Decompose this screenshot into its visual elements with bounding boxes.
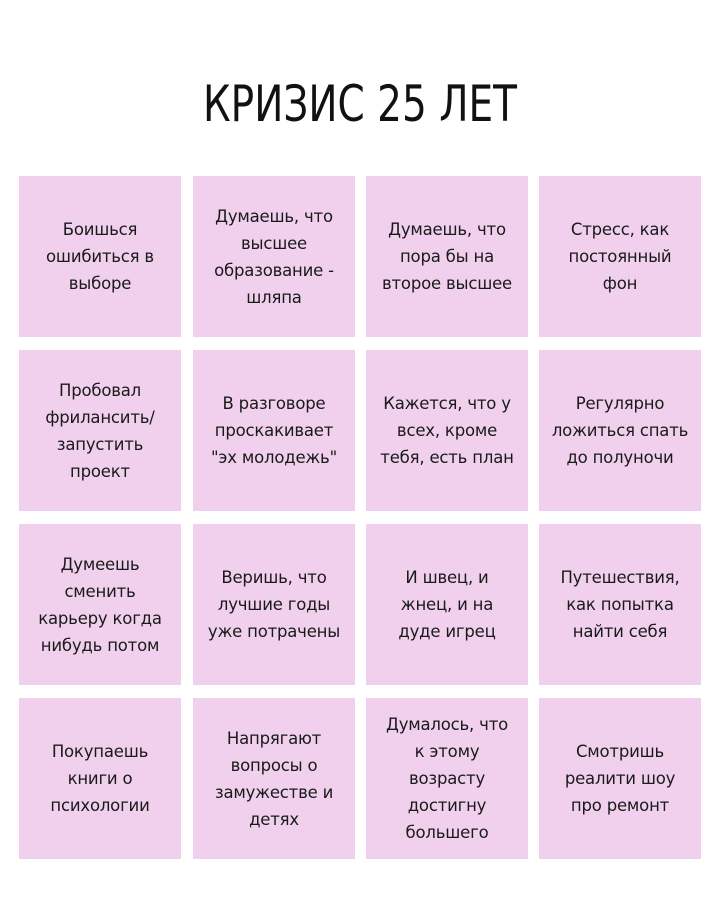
bingo-cell-text: Веришь, что лучшие годы уже потрачены [207, 568, 341, 641]
page-title: КРИЗИС 25 ЛЕТ [202, 75, 517, 133]
bingo-cell [539, 524, 701, 685]
bingo-cell-text: Покупаешь книги о психологии [50, 742, 150, 815]
bingo-cell [366, 524, 528, 685]
bingo-cell [19, 176, 181, 337]
bingo-cell-text: Думалось, что к этому возрасту достигну большего [386, 715, 508, 842]
bingo-cell-text: Боишься ошибиться в выборе [46, 220, 154, 293]
bingo-cell [193, 524, 355, 685]
bingo-cell-text: Путешествия, как попытка найти себя [560, 568, 680, 641]
bingo-cell-text: Стресс, как постоянный фон [568, 220, 672, 293]
bingo-cell [193, 176, 355, 337]
bingo-cell [19, 524, 181, 685]
bingo-grid [19, 176, 701, 860]
bingo-cell-text: В разговоре проскакивает "эх молодежь" [211, 394, 337, 467]
bingo-cell [539, 698, 701, 859]
bingo-cell [193, 350, 355, 511]
bingo-cell [19, 698, 181, 859]
bingo-cell-text: Напрягают вопросы о замужестве и детях [214, 728, 334, 829]
bingo-cell [539, 350, 701, 511]
bingo-cell-text: Смотришь реалити шоу про ремонт [564, 742, 676, 815]
bingo-cell [366, 350, 528, 511]
bingo-cell [539, 176, 701, 337]
bingo-cell [193, 698, 355, 859]
bingo-cell [366, 176, 528, 337]
bingo-cell-text: И швец, и жнец, и на дуде игрец [398, 568, 496, 641]
bingo-cell [366, 698, 528, 859]
bingo-cell-text: Пробовал фрилансить/ запустить проект [45, 380, 155, 481]
bingo-cell-text: Думеешь сменить карьеру когда нибудь потом [38, 554, 162, 655]
bingo-cell [19, 350, 181, 511]
bingo-cell-text: Думаешь, что высшее образование - шляпа [214, 206, 334, 307]
bingo-cell-text: Думаешь, что пора бы на второе высшее [381, 220, 513, 293]
bingo-cell-text: Кажется, что у всех, кроме тебя, есть план [380, 394, 514, 467]
bingo-cell-text: Регулярно ложиться спать до полуночи [551, 394, 689, 467]
